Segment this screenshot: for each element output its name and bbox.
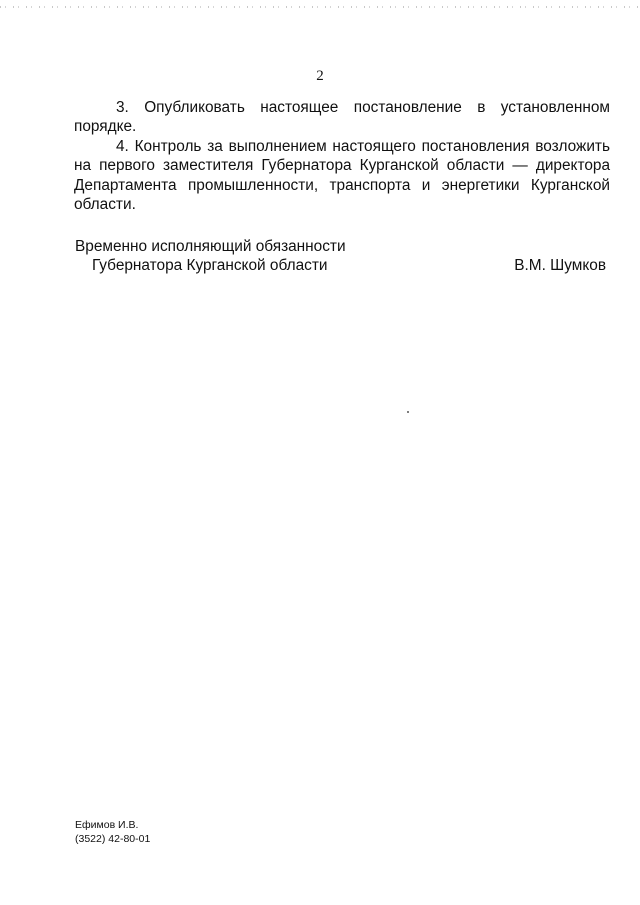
scan-speck	[407, 411, 409, 413]
paragraph-3: 3. Опубликовать настоящее постановление в установленном порядке.	[74, 99, 610, 136]
signatory-name: В.М. Шумков	[514, 257, 606, 274]
paragraph-4: 4. Контроль за выполнением настоящего постановления возложить на первого заместителя Губернатора Курганской области — директора Департамента промышленности, транспорта и энергетики Курганской области.	[74, 137, 610, 214]
signatory-title-line-2: Губернатора Курганской области	[92, 257, 328, 274]
page-number: 2	[316, 68, 324, 84]
scan-artifact-line	[0, 6, 640, 8]
document-body	[74, 98, 610, 214]
signatory-title-line-1: Временно исполняющий обязанности	[75, 238, 346, 255]
executor-contact	[75, 818, 150, 846]
executor-phone: (3522) 42-80-01	[75, 833, 151, 845]
executor-name: Ефимов И.В.	[75, 819, 139, 831]
